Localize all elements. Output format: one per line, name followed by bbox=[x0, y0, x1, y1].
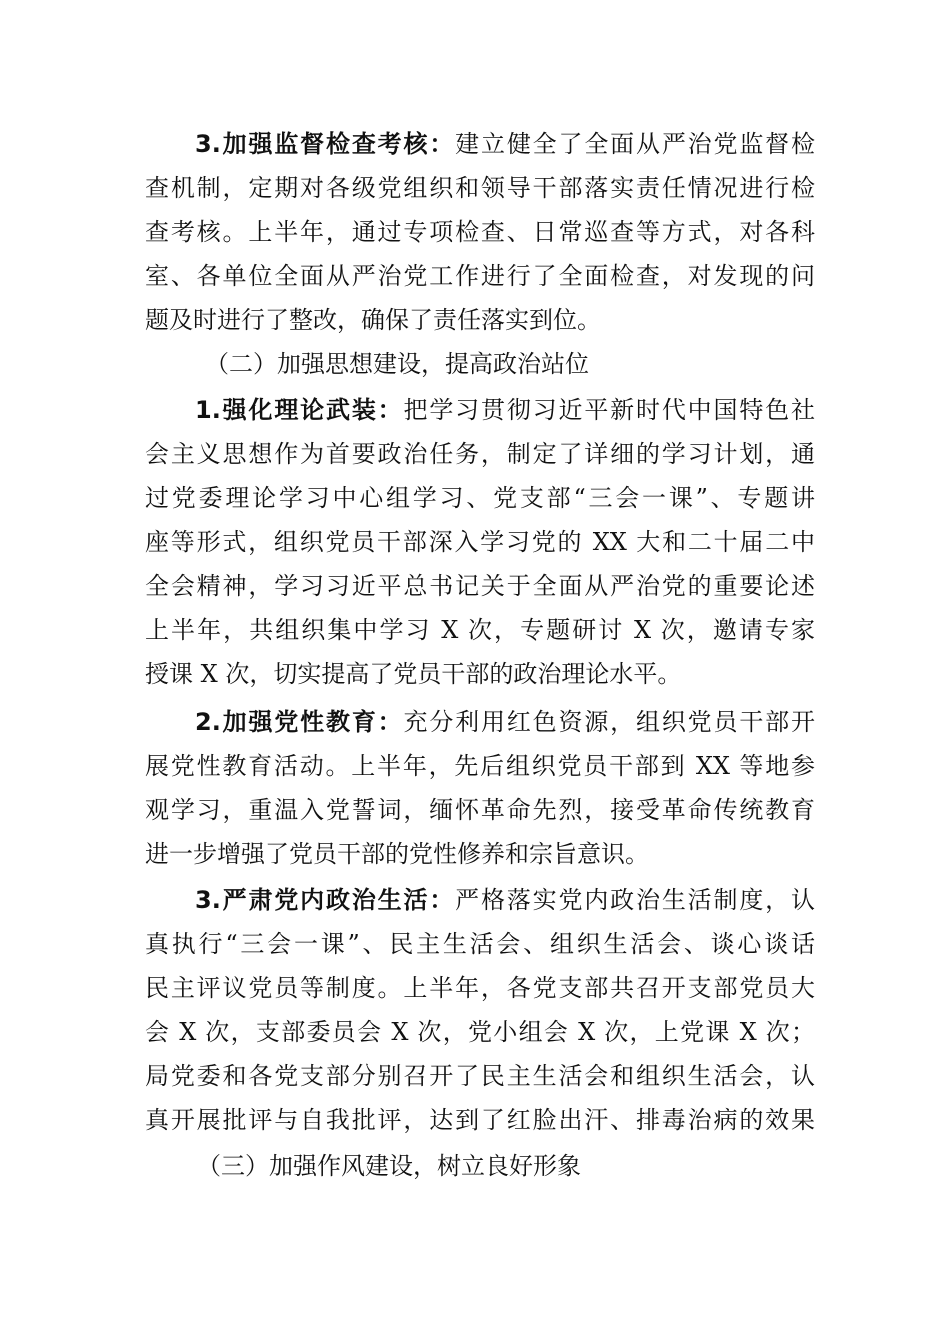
paragraph-line: 局党委和各党支部分别召开了民主生活会和组织生活会，认 bbox=[145, 1062, 815, 1090]
paragraph-line: 真开展批评与自我批评，达到了红脸出汗、排毒治病的效果 bbox=[145, 1106, 815, 1134]
paragraph-line: 查机制，定期对各级党组织和领导干部落实责任情况进行检 bbox=[145, 174, 815, 202]
paragraph-text: 把学习贯彻习近平新时代中国特色社 bbox=[403, 396, 815, 424]
paragraph-lead: 3.严肃党内政治生活： bbox=[195, 886, 456, 914]
paragraph-line: 观学习，重温入党誓词，缅怀革命先烈，接受革命传统教育 bbox=[145, 796, 815, 824]
paragraph-line: 过党委理论学习中心组学习、党支部“三会一课”、专题讲 bbox=[145, 484, 815, 512]
paragraph-line: 全会精神，学习习近平总书记关于全面从严治党的重要论述 bbox=[145, 572, 815, 600]
section-heading: （三）加强作风建设，树立良好形象 bbox=[197, 1152, 581, 1180]
paragraph-text: 建立健全了全面从严治党监督检 bbox=[455, 130, 815, 158]
paragraph-line: 题及时进行了整改，确保了责任落实到位。 bbox=[145, 306, 601, 334]
paragraph-lead: 2.加强党性教育： bbox=[195, 708, 404, 736]
paragraph-line: 会主义思想作为首要政治任务，制定了详细的学习计划，通 bbox=[145, 440, 815, 468]
paragraph-text: 充分利用红色资源，组织党员干部开 bbox=[403, 708, 815, 736]
paragraph-text: 严格落实党内政治生活制度，认 bbox=[455, 886, 815, 914]
paragraph-line: 座等形式，组织党员干部深入学习党的 XX 大和二十届二中 bbox=[145, 528, 815, 556]
paragraph-line: 查考核。上半年，通过专项检查、日常巡查等方式，对各科 bbox=[145, 218, 815, 246]
paragraph-line: 室、各单位全面从严治党工作进行了全面检查，对发现的问 bbox=[145, 262, 815, 290]
paragraph-line: 进一步增强了党员干部的党性修养和宗旨意识。 bbox=[145, 840, 649, 868]
paragraph-line bbox=[195, 880, 815, 920]
paragraph-line: 民主评议党员等制度。上半年，各党支部共召开支部党员大 bbox=[145, 974, 815, 1002]
paragraph-line bbox=[195, 702, 815, 742]
paragraph-line: 上半年，共组织集中学习 X 次，专题研讨 X 次，邀请专家 bbox=[145, 616, 815, 644]
paragraph-line: 展党性教育活动。上半年，先后组织党员干部到 XX 等地参 bbox=[145, 752, 815, 780]
paragraph-line: 授课 X 次，切实提高了党员干部的政治理论水平。 bbox=[145, 660, 682, 688]
paragraph-line bbox=[195, 390, 815, 430]
paragraph-line bbox=[195, 124, 815, 164]
section-heading: （二）加强思想建设，提高政治站位 bbox=[205, 350, 589, 378]
paragraph-lead: 1.强化理论武装： bbox=[195, 396, 404, 424]
paragraph-line: 会 X 次，支部委员会 X 次，党小组会 X 次，上党课 X 次； bbox=[145, 1018, 815, 1046]
paragraph-line: 真执行“三会一课”、民主生活会、组织生活会、谈心谈话 bbox=[145, 930, 815, 958]
paragraph-lead: 3.加强监督检查考核： bbox=[195, 130, 456, 158]
